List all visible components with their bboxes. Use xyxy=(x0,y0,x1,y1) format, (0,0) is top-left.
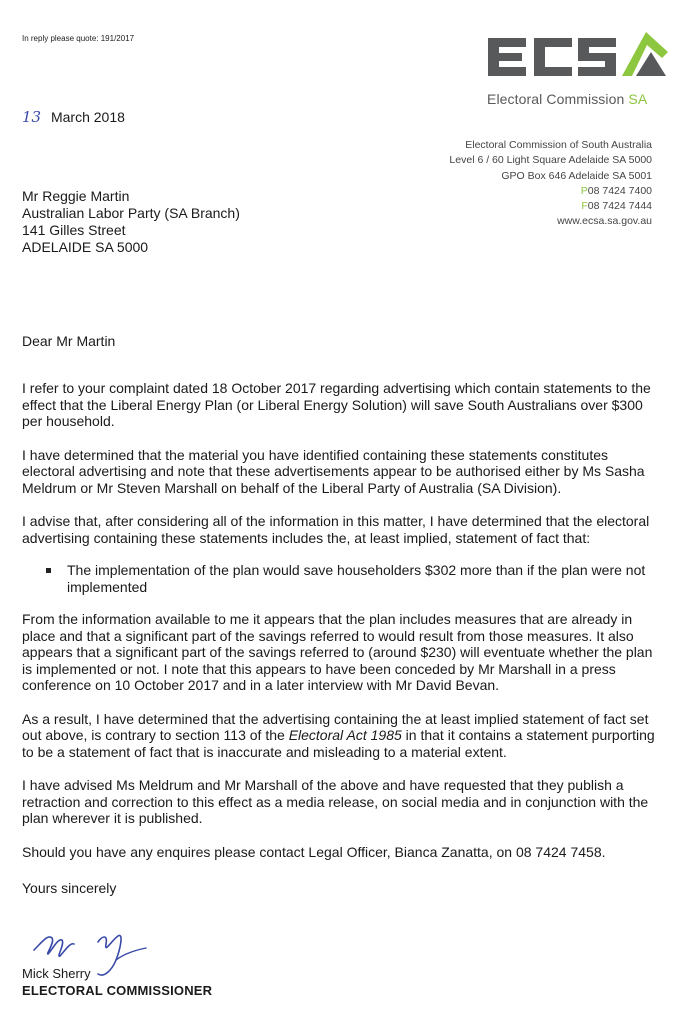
act-name: Electoral Act 1985 xyxy=(288,727,402,743)
recipient-name: Mr Reggie Martin xyxy=(22,188,130,204)
paragraph-enquiries: Should you have any enquires please contact Legal Officer, Bianca Zanatta, on 08 7424 7458. xyxy=(22,843,606,860)
handwritten-day: 13 xyxy=(22,108,42,126)
sender-address-line3: GPO Box 646 Adelaide SA 5001 xyxy=(501,169,652,182)
letter-date xyxy=(22,108,125,126)
result-text-before: As a result, I have determined that the advertising containing the at least implied statement of fact set out above, is contrary to section 113 of the xyxy=(22,710,649,743)
closing: Yours sincerely xyxy=(22,880,117,896)
date-month-year: March 2018 xyxy=(50,109,125,125)
sender-website: www.ecsa.sa.gov.au xyxy=(557,215,652,228)
paragraph-information: From the information available to me it appears that the plan includes measures that are already in place and that a significant part of the savings referred to would result from those measures. It also appears that a significant part of the savings referred to (around $230) will eventuate whether the plan is implemented or not. I note that this appears to have been conceded by Mr Marshall in a press conference on 10 October 2017 and in a later interview with Mr David Bevan. xyxy=(22,611,653,693)
sender-address-line2: Level 6 / 60 Light Square Adelaide SA 5000 xyxy=(449,154,652,167)
fax-number: 08 7424 7444 xyxy=(587,200,652,213)
reference-number: In reply please quote: 191/2017 xyxy=(22,34,135,43)
paragraph-retraction: I have advised Ms Meldrum and Mr Marshall of the above and have requested that they publish a retraction and correction to this effect as a media release, on social media and in conjunction with the plan wherever it is published. xyxy=(22,777,649,826)
bullet-text: The implementation of the plan would save householders $302 more than if the plan were not implemented xyxy=(67,562,646,595)
paragraph-determination: I have determined that the material you have identified containing these statements constitutes electoral advertising and note that these advertisements appear to be authorised either by Ms Sasha Meldrum or Mr Steven Marshall on behalf of the Liberal Party of Australia (SA Division). xyxy=(22,446,645,496)
logo-tagline-sa: SA xyxy=(628,91,648,107)
recipient-city: ADELAIDE SA 5000 xyxy=(22,239,149,255)
ecsa-logo-mark xyxy=(486,28,670,88)
sender-fax xyxy=(449,199,652,214)
result-text-after: in that it contains a statement purporting to be a statement of fact that is inaccurate and misleading to a material extent. xyxy=(22,727,655,760)
phone-number: 08 7424 7400 xyxy=(587,184,652,197)
paragraph-result xyxy=(22,711,658,761)
paragraph-advice: I advise that, after considering all of the information in this matter, I have determined that the electoral advertising containing these statements includes the, at least implied, statement of fact that: xyxy=(22,513,650,546)
sender-phone xyxy=(449,184,652,199)
recipient-address xyxy=(22,188,240,256)
fax-label: F xyxy=(581,200,588,213)
phone-label: P xyxy=(580,184,588,197)
bullet-marker xyxy=(46,568,51,573)
sender-address-line1: Electoral Commission of South Australia xyxy=(465,139,652,151)
logo-tagline xyxy=(487,91,647,107)
letter-body xyxy=(22,380,658,860)
logo-tagline-main: Electoral Commission xyxy=(487,91,625,107)
recipient-organisation: Australian Labor Party (SA Branch) xyxy=(22,205,240,221)
signatory-title: ELECTORAL COMMISSIONER xyxy=(22,983,213,998)
bullet-statement xyxy=(22,562,658,595)
salutation: Dear Mr Martin xyxy=(22,333,116,349)
signatory-name: Mick Sherry xyxy=(22,966,91,981)
sender-address xyxy=(449,138,652,230)
recipient-street: 141 Gilles Street xyxy=(22,222,126,238)
paragraph-complaint: I refer to your complaint dated 18 October 2017 regarding advertising which contain statements to the effect that the Liberal Energy Plan (or Liberal Energy Solution) will save South Australians over $300 per household. xyxy=(22,380,651,429)
